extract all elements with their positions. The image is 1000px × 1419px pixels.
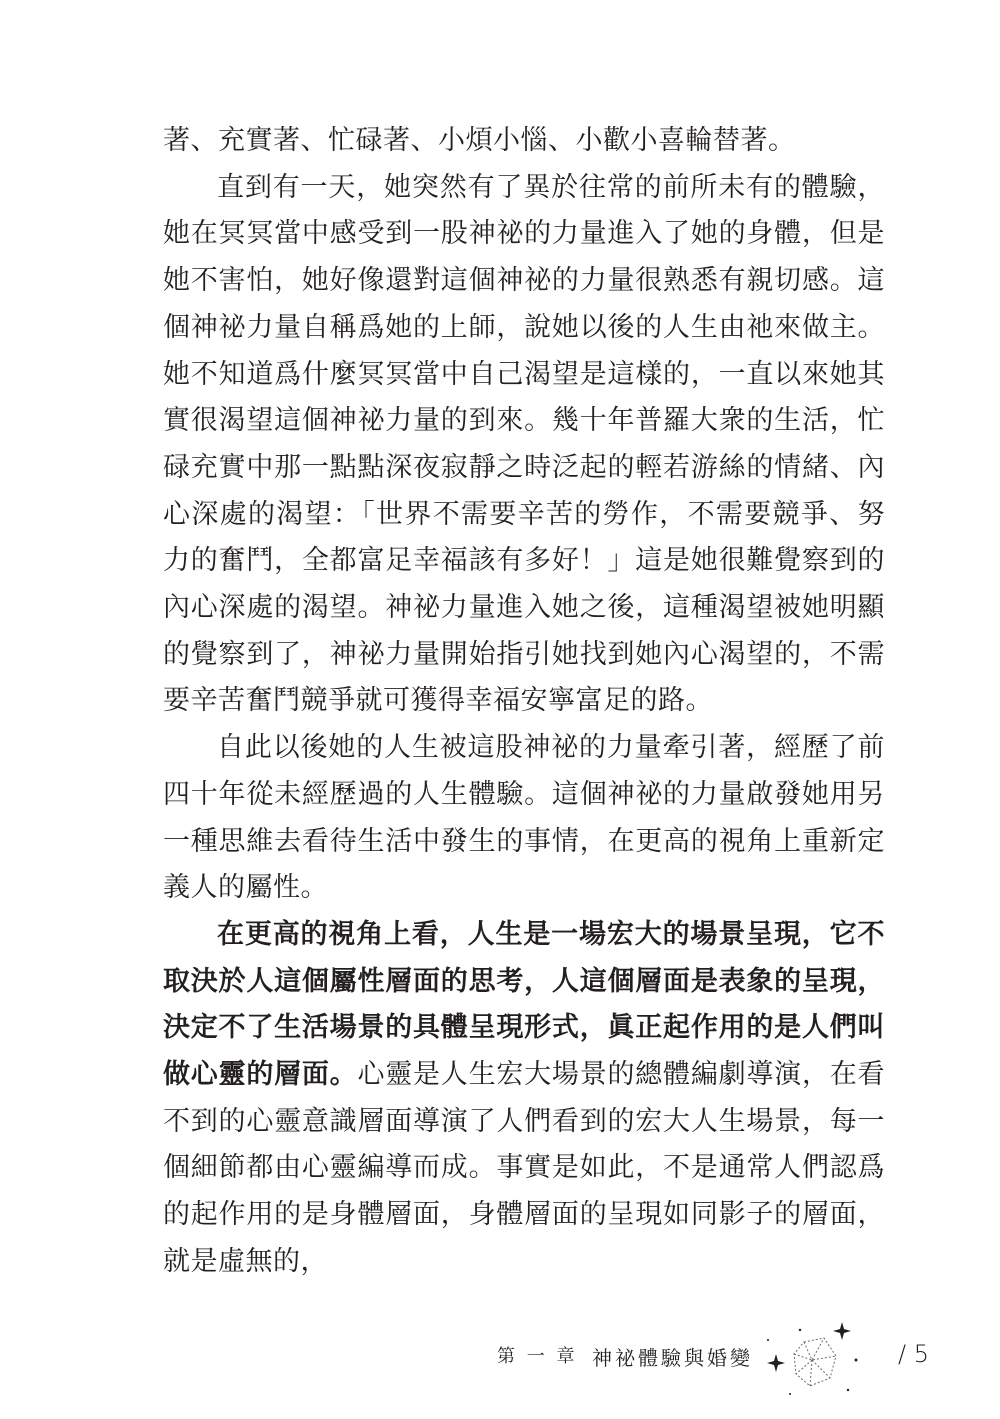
crystal-sparkle-icon xyxy=(760,1320,870,1410)
paragraph-continuation: 著、充實著、忙碌著、小煩小惱、小歡小喜輪替著。 xyxy=(163,125,796,156)
page-body xyxy=(163,118,885,1286)
paragraph-mystic-experience: 直到有一天，她突然有了異於往常的前所未有的體驗，她在冥冥當中感受到一股神祕的力量進入了她的身體，但是她不害怕，她好像還對這個神祕的力量很熟悉有親切感。這個神祕力量自稱爲她的上師，說她以後的人生由祂來做主。她不知道爲什麼冥冥當中自己渴望是這樣的，一直以來她其實很渴望這個神祕力量的到來。幾十年普羅大衆的生活，忙碌充實中那一點點深夜寂靜之時泛起的輕若游絲的情緒、內心深處的渴望：「世界不需要辛苦的勞作，不需要競爭、努力的奮鬥，全都富足幸福該有多好！」這是她很難覺察到的內心深處的渴望。神祕力量進入她之後，這種渴望被她明顯的覺察到了，神祕力量開始指引她找到她內心渴望的，不需要辛苦奮鬥競爭就可獲得幸福安寧富足的路。 xyxy=(163,171,885,717)
paragraph-higher-perspective xyxy=(163,912,885,1286)
emphasized-text: 在更高的視角上看，人生是一場宏大的場景呈現，它不取決於人這個屬性層面的思考，人這個層面是表象的呈現，決定不了生活場景的具體呈現形式，眞正起作用的是人們叫做心靈的層面。 xyxy=(163,918,885,1091)
sparkle-icon xyxy=(833,1322,851,1340)
paragraph-text: 心靈是人生宏大場景的總體編劇導演，在看不到的心靈意識層面導演了人們看到的宏大人生場景，每一個細節都由心靈編導而成。事實是如此，不是通常人們認爲的起作用的是身體層面，身體層面的呈現如同影子的層面，就是虛無的， xyxy=(163,1059,886,1277)
sparkle-icon xyxy=(767,1354,785,1372)
page-number: / 5 xyxy=(898,1340,929,1368)
paragraph-guided-life: 自此以後她的人生被這股神祕的力量牽引著，經歷了前四十年從未經歷過的人生體驗。這個神祕的力量啟發她用另一種思維去看待生活中發生的事情，在更高的視角上重新定義人的屬性。 xyxy=(163,732,885,904)
page-footer xyxy=(0,1320,1000,1410)
chapter-title: 神祕體驗與婚變 xyxy=(592,1346,753,1370)
chapter-label: 第 一 章 xyxy=(497,1346,578,1367)
